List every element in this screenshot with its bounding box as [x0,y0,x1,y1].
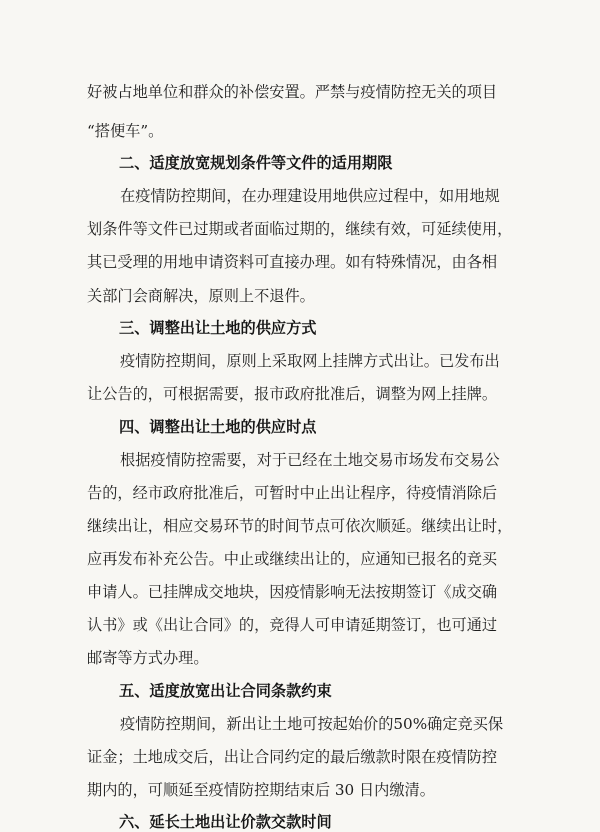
body-line: 应再发布补充公告。中止或继续出让的，应通知已报名的竞买 [87,550,498,568]
body-line: 让公告的，可根据需要，报市政府批准后，调整为网上挂牌。 [87,385,498,403]
body-line: 告的，经市政府批准后，可暂时中止出让程序，待疫情消除后 [87,484,498,502]
body-line: 疫情防控期间，新出让土地可按起始价的50%确定竞买保 [120,715,504,733]
body-line: 其已受理的用地申请资料可直接办理。如有特殊情况，由各相 [87,253,498,271]
body-line: 邮寄等方式办理。 [87,649,209,667]
body-line: 期内的，可顺延至疫情防控期结束后 30 日内缴清。 [87,781,435,799]
section-heading: 二、适度放宽规划条件等文件的适用期限 [119,154,393,172]
body-line: 根据疫情防控需要，对于已经在土地交易市场发布交易公 [120,451,500,469]
section-heading: 三、调整出让土地的供应方式 [119,319,317,337]
section-heading: 四、调整出让土地的供应时点 [119,418,317,436]
body-line: 好被占地单位和群众的补偿安置。严禁与疫情防控无关的项目 [87,83,498,101]
section-heading: 六、延长土地出让价款交款时间 [119,813,332,831]
body-line: 申请人。已挂牌成交地块，因疫情影响无法按期签订《成交确 [87,583,498,601]
body-line: 划条件等文件已过期或者面临过期的，继续有效，可延续使用， [87,220,513,238]
body-line: 认书》或《出让合同》的，竞得人可申请延期签订，也可通过 [87,616,498,634]
body-line: “搭便车”。 [87,122,164,140]
body-line: 关部门会商解决，原则上不退件。 [87,287,315,305]
body-line: 继续出让，相应交易环节的时间节点可依次顺延。继续出让时， [87,517,513,535]
section-heading: 五、适度放宽出让合同条款约束 [119,682,332,700]
body-line: 疫情防控期间，原则上采取网上挂牌方式出让。已发布出 [120,352,500,370]
body-line: 在疫情防控期间，在办理建设用地供应过程中，如用地规 [120,187,500,205]
body-line: 证金；土地成交后，出让合同约定的最后缴款时限在疫情防控 [87,748,498,766]
